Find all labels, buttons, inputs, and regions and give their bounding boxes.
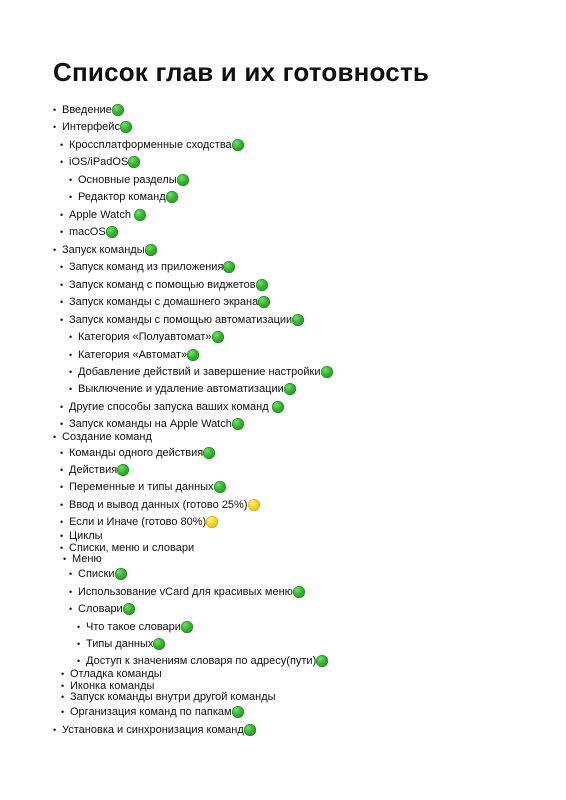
list-item	[77, 654, 328, 668]
list-item-label: Запуск команды с домашнего экрана	[69, 296, 259, 308]
bullet-icon: •	[69, 587, 73, 597]
list-item-label: Меню	[72, 553, 102, 565]
list-item	[53, 430, 152, 444]
page-title: Список глав и их готовность	[53, 57, 430, 87]
green-circle-icon	[187, 349, 199, 361]
list-item-label: Если и Иначе (готово 80%)	[69, 516, 207, 528]
green-circle-icon	[128, 156, 140, 168]
bullet-icon: •	[69, 604, 73, 614]
list-item-label: Другие способы запуска ваших команд	[69, 401, 272, 413]
bullet-icon: •	[60, 419, 64, 429]
list-item-label: Что такое словари	[86, 621, 181, 633]
list-item	[53, 243, 157, 257]
list-item-label: Установка и синхронизация команд	[62, 724, 244, 736]
list-item	[69, 348, 199, 362]
bullet-icon: •	[77, 656, 81, 666]
green-circle-icon	[145, 244, 157, 256]
bullet-icon: •	[69, 192, 73, 202]
green-circle-icon	[284, 383, 296, 395]
bullet-icon: •	[63, 554, 67, 564]
green-circle-icon	[223, 261, 235, 273]
green-circle-icon	[232, 418, 244, 430]
list-item-label: Кроссплатформенные сходства	[69, 139, 232, 151]
bullet-icon: •	[60, 157, 64, 167]
bullet-icon: •	[53, 105, 57, 115]
green-circle-icon	[321, 366, 333, 378]
list-item	[60, 278, 268, 292]
list-item	[60, 313, 304, 327]
bullet-icon: •	[77, 639, 81, 649]
list-item-label: Создание команд	[62, 431, 152, 443]
list-item	[69, 585, 305, 599]
list-item	[60, 260, 235, 274]
list-item-label: Списки, меню и словари	[69, 542, 195, 554]
green-circle-icon	[117, 464, 129, 476]
list-item	[60, 225, 118, 239]
list-item	[61, 690, 276, 704]
bullet-icon: •	[60, 315, 64, 325]
bullet-icon: •	[53, 725, 57, 735]
bullet-icon: •	[53, 122, 57, 132]
green-circle-icon	[292, 314, 304, 326]
bullet-icon: •	[60, 210, 64, 220]
list-item	[69, 602, 135, 616]
bullet-icon: •	[53, 245, 57, 255]
list-item-label: Иконка команды	[70, 680, 155, 692]
list-item-label: Типы данных	[86, 638, 154, 650]
bullet-icon: •	[69, 350, 73, 360]
green-circle-icon	[258, 296, 270, 308]
green-circle-icon	[134, 209, 146, 221]
green-circle-icon	[177, 174, 189, 186]
list-item-label: Переменные и типы данных	[69, 481, 214, 493]
list-item	[69, 365, 333, 379]
list-item-label: Запуск команды на Apple Watch	[69, 418, 232, 430]
bullet-icon: •	[77, 622, 81, 632]
list-item	[60, 417, 244, 431]
bullet-icon: •	[53, 432, 57, 442]
list-item-label: iOS/iPadOS	[69, 156, 129, 168]
green-circle-icon	[181, 621, 193, 633]
list-item	[60, 400, 284, 414]
bullet-icon: •	[60, 262, 64, 272]
list-item-label: Организация команд по папкам	[70, 706, 232, 718]
green-circle-icon	[166, 191, 178, 203]
list-item-label: Запуск команд из приложения	[69, 261, 224, 273]
bullet-icon: •	[69, 569, 73, 579]
green-circle-icon	[120, 121, 132, 133]
green-circle-icon	[316, 655, 328, 667]
bullet-icon: •	[69, 384, 73, 394]
green-circle-icon	[214, 481, 226, 493]
list-item	[53, 103, 124, 117]
green-circle-icon	[203, 447, 215, 459]
list-item-label: Отладка команды	[70, 668, 162, 680]
bullet-icon: •	[69, 367, 73, 377]
list-item	[60, 155, 140, 169]
bullet-icon: •	[61, 681, 65, 691]
bullet-icon: •	[60, 402, 64, 412]
list-item	[77, 620, 193, 634]
bullet-icon: •	[60, 517, 64, 527]
list-item	[60, 515, 218, 529]
list-item-label: Циклы	[69, 530, 103, 542]
list-item-label: Редактор команд	[78, 191, 166, 203]
list-item-label: Ввод и вывод данных (готово 25%)	[69, 499, 248, 511]
list-item-label: Интерфейс	[62, 121, 120, 133]
bullet-icon: •	[60, 465, 64, 475]
green-circle-icon	[232, 706, 244, 718]
green-circle-icon	[112, 104, 124, 116]
yellow-circle-icon	[206, 516, 218, 528]
list-item-label: Apple Watch	[69, 209, 135, 221]
green-circle-icon	[256, 279, 268, 291]
green-circle-icon	[232, 139, 244, 151]
list-item-label: Запуск команды	[62, 244, 145, 256]
list-item-label: Категория «Автомат»	[78, 349, 188, 361]
list-item	[53, 120, 132, 134]
bullet-icon: •	[60, 297, 64, 307]
list-item-label: Введение	[62, 104, 112, 116]
list-item	[61, 705, 244, 719]
green-circle-icon	[153, 638, 165, 650]
list-item	[60, 295, 270, 309]
list-item	[60, 138, 244, 152]
bullet-icon: •	[61, 669, 65, 679]
green-circle-icon	[244, 724, 256, 736]
bullet-icon: •	[60, 531, 64, 541]
green-circle-icon	[123, 603, 135, 615]
bullet-icon: •	[61, 707, 65, 717]
bullet-icon: •	[60, 500, 64, 510]
list-item	[60, 498, 260, 512]
list-item	[77, 637, 165, 651]
list-item-label: Словари	[78, 603, 123, 615]
list-item-label: Запуск команды с помощью автоматизации	[69, 314, 293, 326]
list-item	[53, 723, 256, 737]
list-item	[60, 480, 226, 494]
list-item-label: Запуск команды внутри другой команды	[70, 691, 276, 703]
list-item-label: Категория «Полуавтомат»	[78, 331, 212, 343]
yellow-circle-icon	[248, 499, 260, 511]
list-item	[60, 463, 129, 477]
list-item-label: Доступ к значениям словаря по адресу(пути)	[86, 655, 317, 667]
list-item	[69, 190, 178, 204]
list-item	[69, 330, 224, 344]
list-item-label: Основные разделы	[78, 174, 177, 186]
bullet-icon: •	[60, 140, 64, 150]
bullet-icon: •	[60, 280, 64, 290]
list-item-label: Добавление действий и завершение настройки	[78, 366, 321, 378]
green-circle-icon	[272, 401, 284, 413]
list-item-label: Использование vCard для красивых меню	[78, 586, 293, 598]
list-item-label: Команды одного действия	[69, 447, 204, 459]
bullet-icon: •	[60, 543, 64, 553]
list-item-label: Действия	[69, 464, 118, 476]
green-circle-icon	[212, 331, 224, 343]
list-item-label: macOS	[69, 226, 106, 238]
list-item	[63, 552, 102, 566]
list-item	[60, 208, 146, 222]
bullet-icon: •	[69, 332, 73, 342]
bullet-icon: •	[69, 175, 73, 185]
bullet-icon: •	[60, 482, 64, 492]
green-circle-icon	[106, 226, 118, 238]
list-item	[69, 567, 127, 581]
bullet-icon: •	[60, 448, 64, 458]
list-item-label: Списки	[78, 568, 115, 580]
bullet-icon: •	[61, 692, 65, 702]
list-item	[60, 446, 215, 460]
list-item	[69, 382, 296, 396]
green-circle-icon	[115, 568, 127, 580]
list-item-label: Запуск команд с помощью виджетов	[69, 279, 256, 291]
bullet-icon: •	[60, 227, 64, 237]
list-item-label: Выключение и удаление автоматизации	[78, 383, 284, 395]
green-circle-icon	[293, 586, 305, 598]
list-item	[69, 173, 189, 187]
